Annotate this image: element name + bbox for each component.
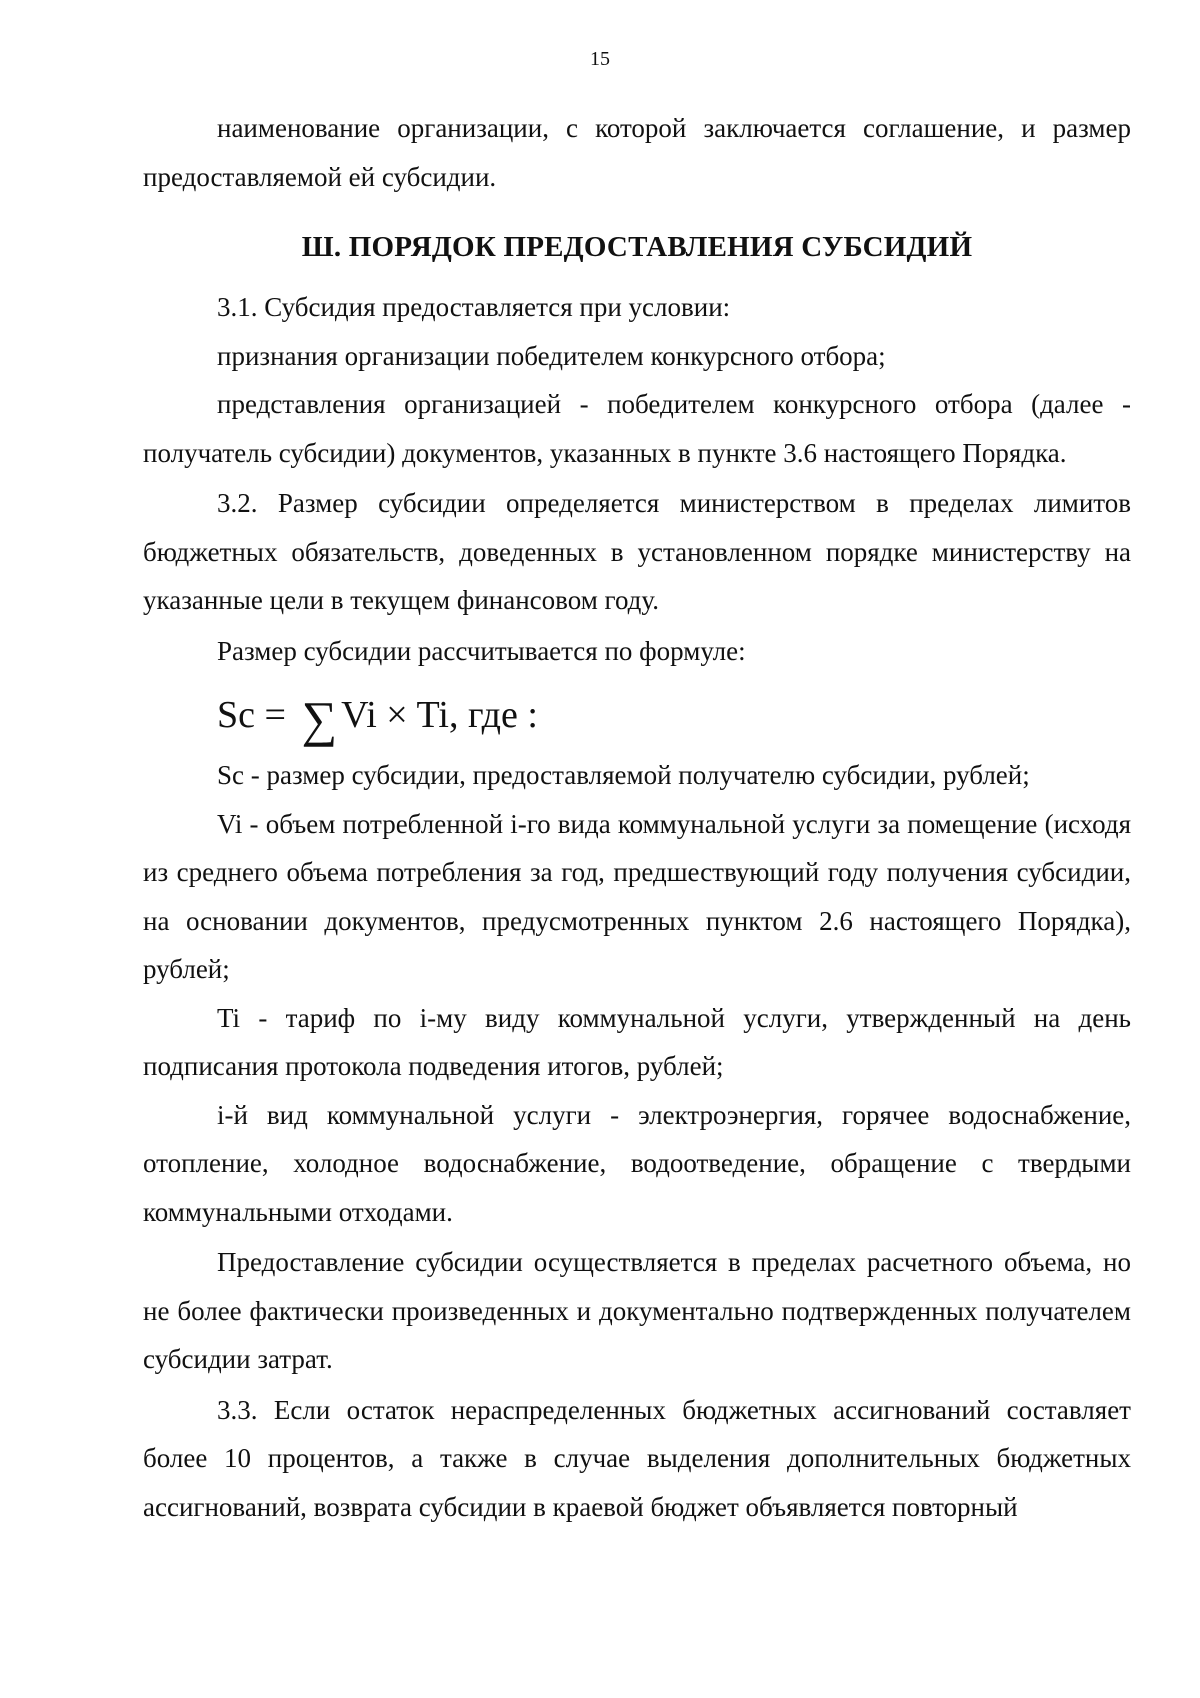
clause-3-1: 3.1. Субсидия предоставляется при условии:	[217, 292, 731, 322]
paragraph-intro: наименование организации, с которой заключается соглашение, и размер предоставляемой ей субсидии.	[143, 113, 1131, 192]
document-body	[143, 104, 1131, 1531]
formula-rhs: Vi × Ti, где :	[341, 694, 538, 736]
condition-2: представления организацией - победителем конкурсного отбора (далее - получатель субсидии) документов, указанных в пункте 3.6 настоящего Порядка.	[143, 389, 1131, 468]
paragraph-limit: Предоставление субсидии осуществляется в пределах расчетного объема, но не более фактически произведенных и документально подтвержденных получателем субсидии затрат.	[143, 1247, 1131, 1374]
formula-lhs: Sc =	[217, 694, 296, 736]
formula-intro: Размер субсидии рассчитывается по формуле:	[217, 635, 746, 666]
condition-1: признания организации победителем конкурсного отбора;	[217, 340, 886, 371]
page-number: 15	[590, 48, 610, 70]
definition-i: i-й вид коммунальной услуги - электроэнергия, горячее водоснабжение, отопление, холодное водоснабжение, водоотведение, обращение с твердыми коммунальными отходами.	[143, 1099, 1131, 1227]
clause-3-2: 3.2. Размер субсидии определяется министерством в пределах лимитов бюджетных обязательств, доведенных в установленном порядке министерству на указанные цели в текущем финансовом году.	[143, 488, 1131, 615]
definition-ti: Ti - тариф по i-му виду коммунальной услуги, утвержденный на день подписания протокола подведения итогов, рублей;	[143, 1002, 1131, 1081]
clause-3-3: 3.3. Если остаток нераспределенных бюджетных ассигнований составляет более 10 процентов, а также в случае выделения дополнительных бюджетных ассигнований, возврата субсидии в краевой бюджет объявляется повторный	[143, 1394, 1131, 1522]
section-title: Ш. ПОРЯДОК ПРЕДОСТАВЛЕНИЯ СУБСИДИЙ	[301, 231, 973, 263]
subsidy-formula	[217, 685, 1131, 745]
sum-symbol: ∑	[301, 691, 338, 747]
definition-vi: Vi - объем потребленной i-го вида коммунальной услуги за помещение (исходя из среднего объема потребления за год, предшествующий году получения субсидии, на основании документов, предусмотренных пунктом 2.6 настоящего Порядка), рублей;	[143, 808, 1131, 984]
definition-sc: Sc - размер субсидии, предоставляемой получателю субсидии, рублей;	[217, 760, 1030, 790]
